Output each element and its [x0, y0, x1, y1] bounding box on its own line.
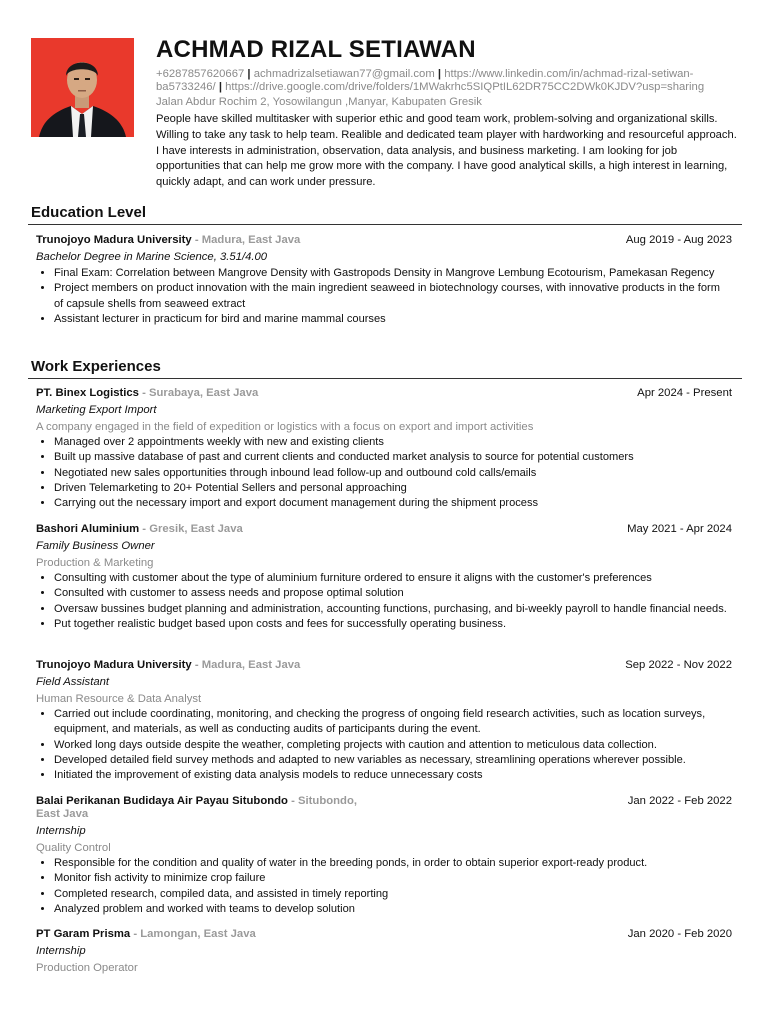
list-item: • Initiated the improvement of existing data analysis models to reduce unnecessary costs: [54, 768, 732, 783]
separator: |: [218, 80, 226, 93]
bullet-list: [36, 571, 732, 632]
entry-header: [36, 928, 732, 943]
profile-photo: [31, 38, 134, 137]
entry-header: [36, 523, 732, 538]
job-title: Family Business Owner: [36, 540, 155, 552]
location-continued: East Java: [36, 808, 89, 820]
list-item: • Final Exam: Correlation between Mangrove Density with Gastropods Density in Mangrove Lembung Ecotourism, Pamekasan Regency: [54, 266, 732, 281]
job-description: Production & Marketing: [36, 557, 154, 569]
date-range: Jan 2022 - Feb 2022: [627, 795, 732, 807]
education-entry: [36, 234, 732, 327]
list-item: • Analyzed problem and worked with teams to develop solution: [54, 902, 732, 917]
work-entry: [36, 659, 732, 783]
education-section-title: Education Level: [31, 204, 147, 221]
location: Situbondo,: [298, 795, 357, 807]
list-item: • Project members on product innovation with the main ingredient seaweed in biotechnology courses, with innovative products in the form of capsule shells from seaweed extract: [54, 281, 732, 312]
work-entry: [36, 387, 732, 511]
company-name: Bashori Aluminium: [36, 523, 140, 535]
entry-header: [36, 795, 732, 823]
company-name: Balai Perikanan Budidaya Air Payau Situbondo: [36, 795, 288, 807]
list-item: • Carried out include coordinating, monitoring, and checking the progress of ongoing field research activities, such as location surveys, equipment, and materials, as well as conducting audits of participants during the event.: [54, 707, 732, 738]
entry-header: [36, 387, 732, 402]
job-description: Human Resource & Data Analyst: [36, 693, 202, 705]
work-entry: [36, 928, 732, 976]
location: Madura, East Java: [201, 659, 301, 671]
company-name: PT. Binex Logistics: [36, 387, 139, 399]
company-name: Trunojoyo Madura University: [36, 659, 192, 671]
job-description: A company engaged in the field of expedition or logistics with a focus on export and import activities: [36, 421, 534, 433]
bullet-list: [36, 856, 732, 917]
separator: |: [247, 68, 254, 80]
profile-photo-portrait: [31, 38, 134, 137]
list-item: • Worked long days outside despite the weather, completing projects with caution and attention to meticulous data collection.: [54, 738, 732, 753]
address: Jalan Abdur Rochim 2, Yosowilangun ,Manyar, Kabupaten Gresik: [156, 96, 482, 108]
job-description: Quality Control: [36, 842, 111, 854]
entry-header: [36, 234, 732, 249]
candidate-name: ACHMAD RIZAL SETIAWAN: [156, 36, 476, 63]
list-item: • Consulting with customer about the type of aluminium furniture ordered to ensure it aligns with the customer's preferences: [54, 571, 732, 586]
work-entry: [36, 523, 732, 632]
list-item: • Completed research, compiled data, and assisted in timely reporting: [54, 887, 732, 902]
job-description: Production Operator: [36, 962, 138, 974]
list-item: • Monitor fish activity to minimize crop failure: [54, 871, 732, 886]
section-divider: [28, 378, 742, 379]
list-item: • Driven Telemarketing to 20+ Potential Sellers and personal approaching: [54, 481, 732, 496]
job-title: Marketing Export Import: [36, 404, 157, 416]
job-title: Internship: [36, 825, 86, 837]
list-item: • Carrying out the necessary import and export document management during the shipment process: [54, 496, 732, 511]
separator: |: [437, 68, 445, 80]
entry-header: [36, 659, 732, 674]
location: Gresik, East Java: [149, 523, 243, 535]
location: Lamongan, East Java: [140, 928, 256, 940]
drive-link[interactable]: https://drive.google.com/drive/folders/1MWakrhc5SIQPtIL62DR75CC2DWk0KJDV?usp=sharing: [225, 80, 705, 93]
separator: -: [291, 795, 298, 807]
email-link[interactable]: achmadrizalsetiawan77@gmail.com: [253, 68, 435, 80]
date-range: Jan 2020 - Feb 2020: [627, 928, 732, 940]
separator: -: [142, 523, 150, 535]
linkedin-link[interactable]: https://www.linkedin.com/in/achmad-rizal-setiwan-ba5733246/: [156, 68, 694, 93]
contact-info: [156, 68, 746, 93]
institution-name: Trunojoyo Madura University: [36, 234, 192, 246]
separator: -: [133, 928, 141, 940]
date-range: May 2021 - Apr 2024: [627, 523, 732, 535]
list-item: • Oversaw bussines budget planning and administration, accounting functions, purchasing, and bi-weekly payroll to handle financial needs.: [54, 602, 732, 617]
location: Surabaya, East Java: [149, 387, 259, 399]
list-item: • Responsible for the condition and quality of water in the breeding ponds, in order to obtain superior export-ready product.: [54, 856, 732, 871]
separator: -: [194, 659, 202, 671]
company-name: PT Garam Prisma: [36, 928, 131, 940]
list-item: • Negotiated new sales opportunities through inbound lead follow-up and outbound cold calls/emails: [54, 466, 732, 481]
list-item: • Developed detailed field survey methods and adapted to new variables as necessary, streamlining operations wherever possible.: [54, 753, 732, 768]
work-section-title: Work Experiences: [31, 358, 161, 375]
date-range: Aug 2019 - Aug 2023: [625, 234, 732, 246]
list-item: • Put together realistic budget based upon costs and fees for successfully operating business.: [54, 617, 732, 632]
section-divider: [28, 224, 742, 225]
separator: -: [142, 387, 149, 399]
location: Madura, East Java: [201, 234, 301, 246]
bullet-list: [36, 266, 732, 327]
date-range: Sep 2022 - Nov 2022: [625, 659, 732, 671]
list-item: • Managed over 2 appointments weekly with new and existing clients: [54, 435, 732, 450]
job-title: Field Assistant: [36, 676, 110, 688]
separator: -: [194, 234, 202, 246]
degree: Bachelor Degree in Marine Science, 3.51/4.00: [36, 251, 268, 263]
phone-number[interactable]: +6287857620667: [156, 68, 245, 80]
bullet-list: [36, 435, 732, 511]
list-item: • Consulted with customer to assess needs and propose optimal solution: [54, 586, 732, 601]
profile-summary: People have skilled multitasker with superior ethic and good team work, problem-solving and organizational skills. Willing to take any task to help team. Realible and dedicated team player with hardworking and resourceful approach. I have interests in administration, observation, data analysis, and business marketing. I am looking for job opportunities that can help me grow more with the company. I have good analytical skills, a high interest in learning, quickly adapt, and can work under pressure.: [156, 113, 737, 189]
job-title: Internship: [36, 945, 86, 957]
work-entry: [36, 795, 732, 917]
list-item: • Built up massive database of past and current clients and conducted market analysis to source for potential customers: [54, 450, 732, 465]
bullet-list: [36, 707, 732, 783]
list-item: • Assistant lecturer in practicum for bird and marine mammal courses: [54, 312, 732, 327]
date-range: Apr 2024 - Present: [637, 387, 732, 399]
